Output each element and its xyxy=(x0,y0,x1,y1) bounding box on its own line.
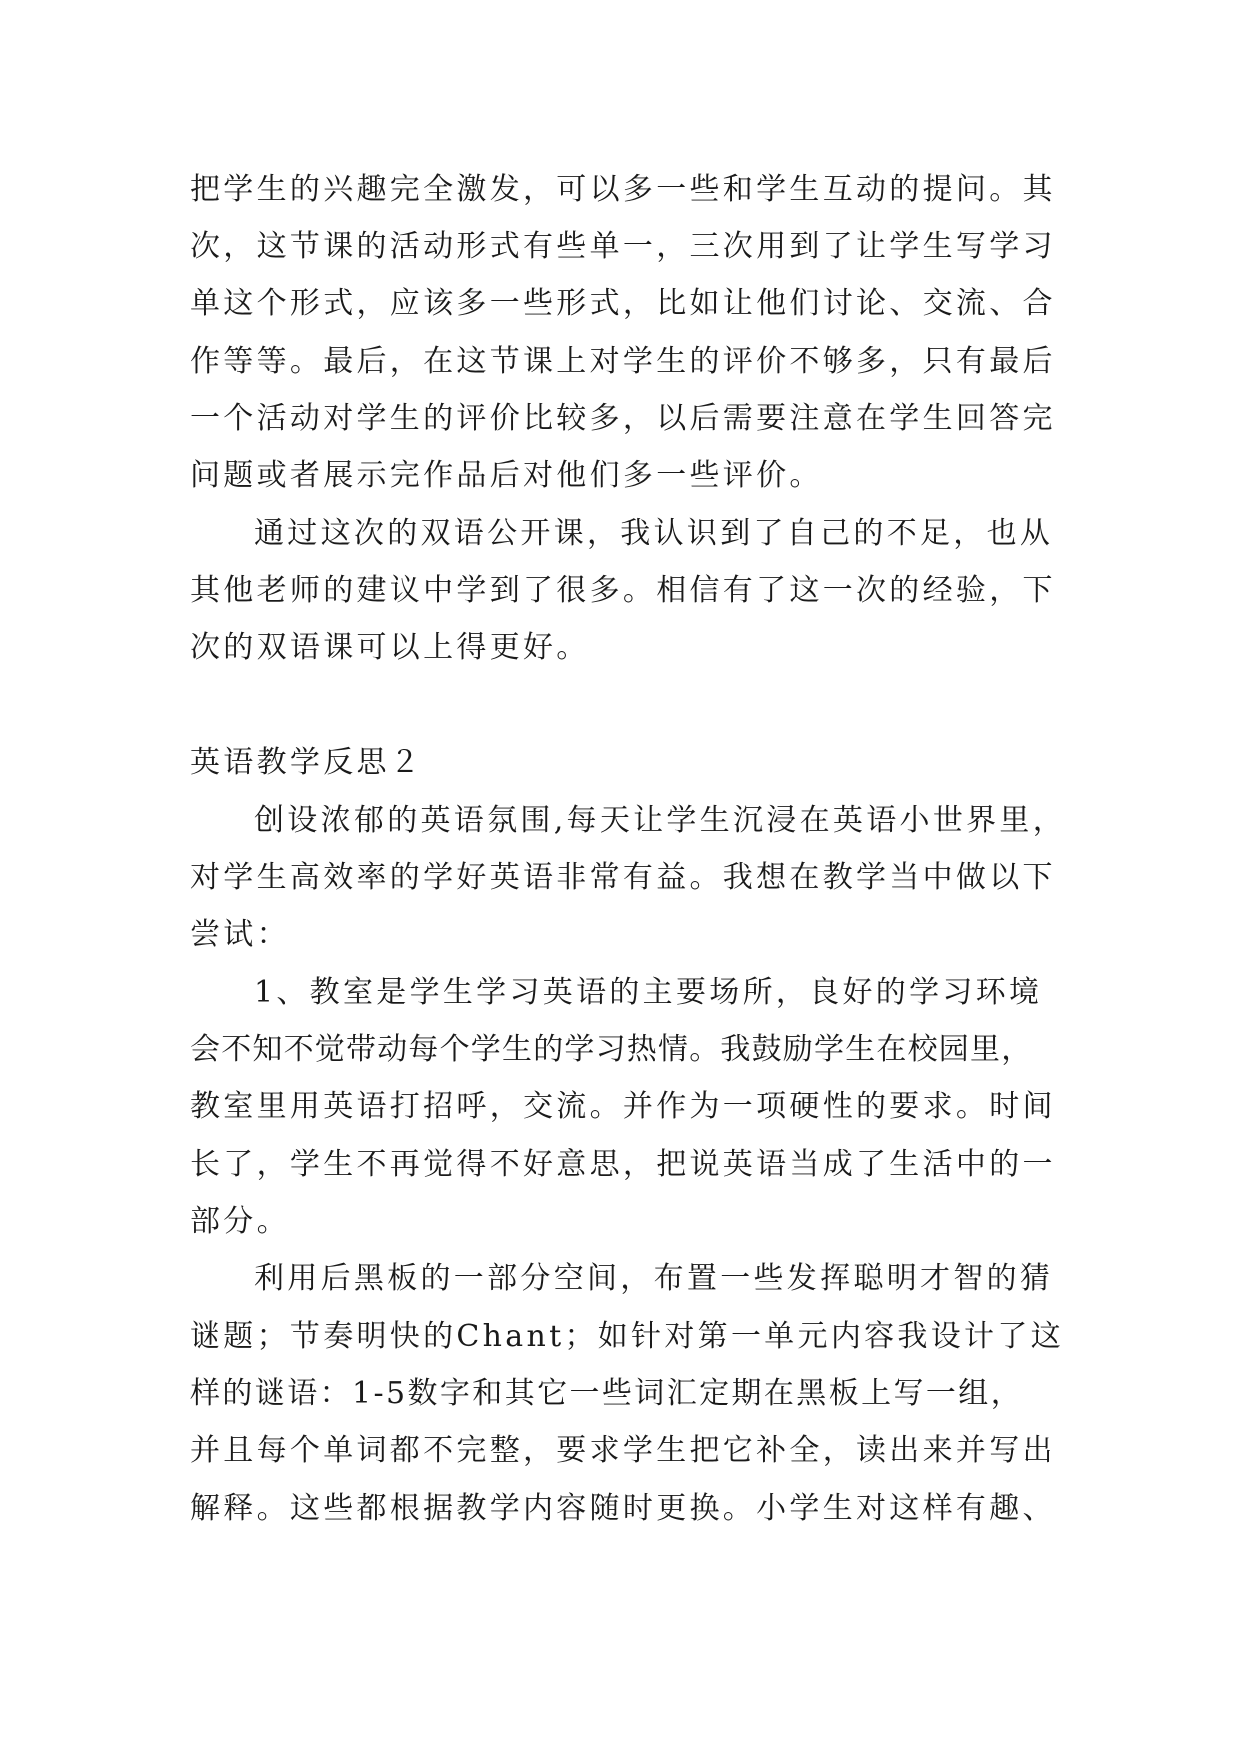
paragraph-line: 会不知不觉带动每个学生的学习热情。我鼓励学生在校园里， xyxy=(190,1032,1033,1067)
paragraph-line: 通过这次的双语公开课，我认识到了自己的不足，也从 xyxy=(254,516,1054,551)
paragraph-line: 样的谜语：1-5数字和其它一些词汇定期在黑板上写一组， xyxy=(190,1376,1024,1411)
paragraph-line: 单这个形式，应该多一些形式，比如让他们讨论、交流、合 xyxy=(190,286,1056,321)
paragraph-line: 作等等。最后，在这节课上对学生的评价不够多，只有最后 xyxy=(190,344,1056,379)
paragraph-line: 并且每个单词都不完整，要求学生把它补全，读出来并写出 xyxy=(190,1433,1056,1468)
paragraph-line: 次，这节课的活动形式有些单一，三次用到了让学生写学习 xyxy=(190,229,1056,264)
paragraph-line: 把学生的兴趣完全激发，可以多一些和学生互动的提问。其 xyxy=(190,172,1056,207)
paragraph-line: 其他老师的建议中学到了很多。相信有了这一次的经验，下 xyxy=(190,573,1056,608)
paragraph-line: 次的双语课可以上得更好。 xyxy=(190,630,590,665)
paragraph-line: 谜题；节奏明快的Chant；如针对第一单元内容我设计了这 xyxy=(190,1319,1064,1354)
paragraph-line: 部分。 xyxy=(190,1204,290,1239)
section-heading: 英语教学反思２ xyxy=(190,745,424,780)
paragraph-line: 创设浓郁的英语氛围,每天让学生沉浸在英语小世界里， xyxy=(254,803,1067,838)
paragraph-line: 1、教室是学生学习英语的主要场所，良好的学习环境 xyxy=(254,975,1043,1010)
paragraph-line: 教室里用英语打招呼，交流。并作为一项硬性的要求。时间 xyxy=(190,1089,1056,1124)
paragraph-line: 尝试： xyxy=(190,917,290,952)
paragraph-line: 问题或者展示完作品后对他们多一些评价。 xyxy=(190,458,823,493)
paragraph-line: 对学生高效率的学好英语非常有益。我想在教学当中做以下 xyxy=(190,860,1056,895)
paragraph-line: 利用后黑板的一部分空间，布置一些发挥聪明才智的猜 xyxy=(254,1261,1054,1296)
paragraph-line: 一个活动对学生的评价比较多，以后需要注意在学生回答完 xyxy=(190,401,1056,436)
paragraph-line: 长了，学生不再觉得不好意思，把说英语当成了生活中的一 xyxy=(190,1147,1056,1182)
paragraph-line: 解释。这些都根据教学内容随时更换。小学生对这样有趣、 xyxy=(190,1491,1056,1526)
